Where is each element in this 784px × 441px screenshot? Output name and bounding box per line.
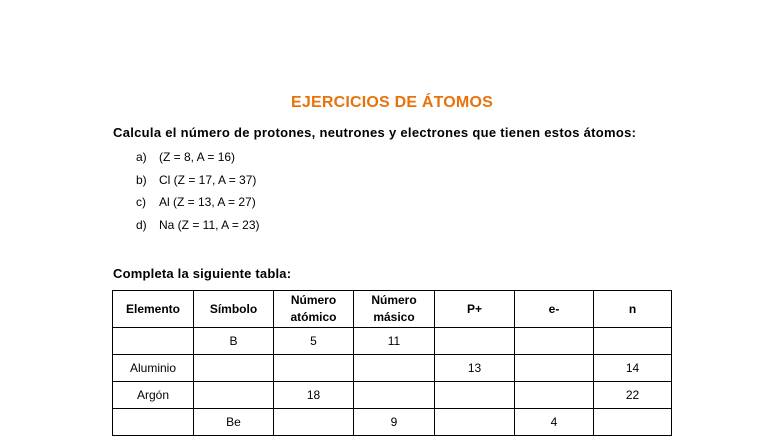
table-cell[interactable]: 22	[594, 382, 672, 409]
table-cell[interactable]	[113, 328, 194, 355]
list-item	[136, 173, 260, 196]
header-simbolo: Símbolo	[194, 291, 274, 328]
table-cell[interactable]: Argón	[113, 382, 194, 409]
table-cell[interactable]: Be	[194, 409, 274, 436]
atoms-table	[112, 290, 672, 436]
item-letter: c)	[136, 195, 146, 209]
header-numero-masico: Número másico	[354, 291, 435, 328]
table-cell[interactable]	[435, 328, 515, 355]
table-cell[interactable]	[515, 382, 594, 409]
table-cell[interactable]	[354, 382, 435, 409]
page-title: EJERCICIOS DE ÁTOMOS	[291, 94, 493, 111]
item-text: Al (Z = 13, A = 27)	[159, 195, 256, 209]
header-protones: P+	[435, 291, 515, 328]
item-text: Na (Z = 11, A = 23)	[159, 217, 260, 232]
table-cell[interactable]: 18	[274, 382, 354, 409]
exercise-list	[136, 150, 260, 240]
table-cell[interactable]	[113, 409, 194, 436]
table-row	[113, 328, 672, 355]
table-cell[interactable]: 11	[354, 328, 435, 355]
table-cell[interactable]	[435, 409, 515, 436]
exercise-instruction: Calcula el número de protones, neutrones y electrones que tienen estos átomos:	[113, 125, 637, 140]
table-cell[interactable]: 14	[594, 355, 672, 382]
item-letter: d)	[136, 217, 147, 232]
list-item	[136, 218, 260, 241]
list-item	[136, 195, 260, 218]
item-text: Cl (Z = 17, A = 37)	[159, 172, 257, 187]
table-cell[interactable]	[515, 328, 594, 355]
table-cell[interactable]: B	[194, 328, 274, 355]
table-heading: Completa la siguiente tabla:	[113, 266, 292, 281]
table-cell[interactable]	[354, 355, 435, 382]
header-electrones: e-	[515, 291, 594, 328]
table-cell[interactable]	[594, 328, 672, 355]
table-cell[interactable]	[274, 409, 354, 436]
item-text: (Z = 8, A = 16)	[159, 150, 236, 164]
table-row	[113, 409, 672, 436]
header-neutrones: n	[594, 291, 672, 328]
table-cell[interactable]: 4	[515, 409, 594, 436]
table-cell[interactable]: 9	[354, 409, 435, 436]
table-row	[113, 355, 672, 382]
table-header-row	[113, 291, 672, 328]
item-letter: b)	[136, 172, 147, 187]
table-cell[interactable]: 13	[435, 355, 515, 382]
table-cell[interactable]	[515, 355, 594, 382]
header-elemento: Elemento	[113, 291, 194, 328]
table-cell[interactable]	[594, 409, 672, 436]
table-cell[interactable]: 5	[274, 328, 354, 355]
list-item	[136, 150, 260, 173]
table-cell[interactable]	[194, 382, 274, 409]
table-cell[interactable]	[194, 355, 274, 382]
table-cell[interactable]: Aluminio	[113, 355, 194, 382]
header-numero-atomico: Número atómico	[274, 291, 354, 328]
table-cell[interactable]	[274, 355, 354, 382]
item-letter: a)	[136, 150, 147, 164]
table-cell[interactable]	[435, 382, 515, 409]
table-row	[113, 382, 672, 409]
